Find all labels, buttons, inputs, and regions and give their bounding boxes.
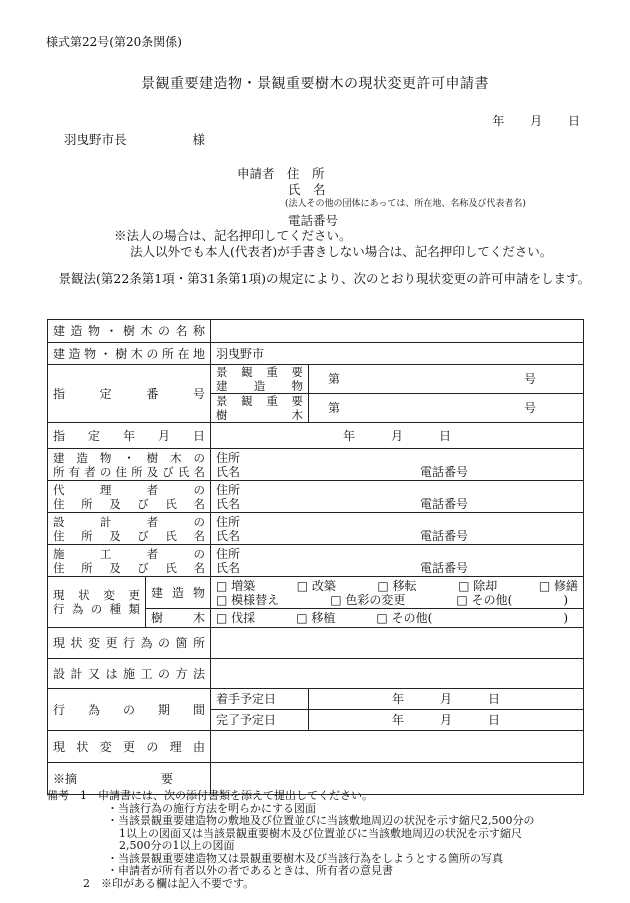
place-label: 現状変更行為の箇所 [48, 628, 211, 659]
desig-bldg-go: 号 [524, 372, 537, 386]
row-location [48, 343, 584, 365]
row-period-start [48, 689, 584, 710]
builder-label-line2: 住所及び氏名 [53, 560, 206, 575]
row-desig-date [48, 423, 584, 449]
desig-tree-label [211, 394, 309, 423]
builder-tel-label: 電話番号 [420, 560, 469, 575]
place-field[interactable] [211, 628, 584, 659]
owner-field[interactable] [211, 449, 584, 481]
remarks-line-5: ・当該景観重要建造物又は景観重要樹木及び当該行為をしようとする箇所の写真 [107, 851, 503, 865]
location-label: 建造物・樹木の所在地 [48, 343, 211, 365]
desig-tree-dai: 第 [328, 401, 341, 415]
builder-field[interactable] [211, 545, 584, 577]
checkbox-transplant[interactable]: □ 移植 [296, 611, 336, 625]
applicant-tel-label: 電話番号 [288, 213, 339, 228]
remarks-line-2: ・当該景観重要建造物の敷地及び位置並びに当該敷地周辺の状況を示す縮尺2,500分の [107, 814, 535, 827]
application-table [47, 319, 584, 795]
checkbox-relocation[interactable]: □ 移転 [377, 578, 417, 593]
start-date-ymd: 年 月 日 [392, 692, 501, 706]
checkbox-extension[interactable]: □ 増築 [216, 578, 256, 593]
name-label: 建造物・樹木の名称 [48, 320, 211, 343]
remarks [47, 790, 535, 890]
checkbox-rebuild[interactable]: □ 改築 [296, 578, 336, 593]
designer-label [48, 513, 211, 545]
builder-label [48, 545, 211, 577]
builder-label-line1: 施工者の [53, 546, 206, 561]
checkbox-remodel[interactable]: □ 模様替え [216, 592, 280, 607]
desig-tree-field[interactable] [309, 394, 584, 423]
kind-tree-options [211, 609, 584, 628]
kind-label-line2: 行為の種類 [53, 602, 140, 616]
kind-bldg-label: 建造物 [146, 577, 211, 609]
builder-addr-label: 住所 [216, 546, 241, 561]
row-desig-bldg [48, 365, 584, 394]
agent-field[interactable] [211, 481, 584, 513]
designer-label-line2: 住所及び氏名 [53, 528, 206, 543]
row-name [48, 320, 584, 343]
seal-note-corp: ※法人の場合は、記名押印してください。 [114, 228, 352, 243]
seal-note-individual: 法人以外でも本人(代表者)が手書きしない場合は、記名押印してください。 [130, 244, 553, 259]
summary-label: ※摘 要 [48, 763, 211, 795]
tree-other-close: ) [563, 611, 568, 625]
owner-tel-label: 電話番号 [420, 464, 469, 479]
designation-date-ymd: 年 月 日 [343, 428, 452, 443]
kind-label [48, 577, 146, 628]
desig-bldg-line2: 建造物 [216, 379, 304, 393]
agent-label-line2: 住所及び氏名 [53, 496, 206, 511]
designer-name-label: 氏名 [216, 528, 241, 543]
agent-addr-label: 住所 [216, 482, 241, 497]
remarks-line-3: 1以上の図面又は当該景観重要樹木及び位置並びに当該敷地周辺の状況を示す縮尺 [119, 826, 522, 840]
agent-tel-label: 電話番号 [420, 496, 469, 511]
row-designer [48, 513, 584, 545]
agent-label [48, 481, 211, 513]
owner-label-line1: 建造物・樹木の [53, 450, 206, 465]
desig-tree-line1: 景観重要 [216, 394, 304, 408]
designer-tel-label: 電話番号 [420, 528, 469, 543]
start-date-field[interactable] [309, 689, 584, 710]
reason-label: 現状変更の理由 [48, 731, 211, 763]
method-label: 設計又は施工の方法 [48, 659, 211, 689]
reason-field[interactable] [211, 731, 584, 763]
applicant-address-label: 申請者 住 所 [237, 166, 325, 181]
row-method [48, 659, 584, 689]
row-kind-bldg [48, 577, 584, 609]
desig-bldg-line1: 景観重要 [216, 365, 304, 379]
kind-bldg-options [211, 577, 584, 609]
row-reason [48, 731, 584, 763]
designation-date-label: 指 定 年 月 日 [48, 423, 211, 449]
owner-name-label: 氏名 [216, 464, 241, 479]
desig-tree-go: 号 [524, 401, 537, 415]
end-date-field[interactable] [309, 710, 584, 731]
kind-tree-label: 樹木 [146, 609, 211, 628]
checkbox-repair[interactable]: □ 修繕 [538, 578, 578, 593]
checkbox-color-change[interactable]: □ 色彩の変更 [330, 592, 406, 607]
owner-label-line2: 所有者の住所及び氏名 [53, 464, 206, 479]
checkbox-removal[interactable]: □ 除却 [458, 578, 498, 593]
page-title: 景観重要建造物・景観重要樹木の現状変更許可申請書 [141, 76, 489, 92]
desig-tree-line2: 樹木 [216, 408, 304, 422]
applicant-corp-note: (法人その他の団体にあっては、所在地、名称及び代表者名) [285, 199, 526, 209]
location-field[interactable] [211, 343, 584, 365]
designation-date-field[interactable] [211, 423, 584, 449]
row-builder [48, 545, 584, 577]
designation-label: 指 定 番 号 [48, 365, 211, 423]
checkbox-bldg-other[interactable]: □ その他( [456, 592, 513, 607]
name-field[interactable] [211, 320, 584, 343]
period-label: 行為の期間 [48, 689, 211, 731]
intro-paragraph: 景観法(第22条第1項・第31条第1項)の規定により、次のとおり現状変更の許可申請をします。 [58, 271, 590, 286]
method-field[interactable] [211, 659, 584, 689]
agent-label-line1: 代理者の [53, 482, 206, 497]
addressee [64, 130, 205, 148]
owner-label [48, 449, 211, 481]
end-date-ymd: 年 月 日 [392, 713, 501, 727]
designer-field[interactable] [211, 513, 584, 545]
remarks-line-1: ・当該行為の施行方法を明らかにする図面 [107, 801, 316, 815]
builder-name-label: 氏名 [216, 560, 241, 575]
desig-bldg-label [211, 365, 309, 394]
agent-name-label: 氏名 [216, 496, 241, 511]
end-label: 完了予定日 [211, 710, 309, 731]
row-place [48, 628, 584, 659]
desig-bldg-field[interactable] [309, 365, 584, 394]
start-label: 着手予定日 [211, 689, 309, 710]
designer-addr-label: 住所 [216, 514, 241, 529]
remarks-item-2: 2 ※印がある欄は記入不要です。 [83, 876, 255, 890]
location-value: 羽曳野市 [216, 346, 265, 361]
row-agent [48, 481, 584, 513]
desig-bldg-dai: 第 [328, 372, 341, 386]
remarks-line-4: 2,500分の1以上の図面 [119, 839, 235, 852]
form-code: 様式第22号(第20条関係) [46, 35, 182, 49]
designer-label-line1: 設計者の [53, 514, 206, 529]
addressee-suffix: 様 [192, 132, 206, 147]
checkbox-tree-other[interactable]: □ その他( [376, 611, 433, 625]
bldg-other-close: ) [563, 592, 568, 607]
row-owner [48, 449, 584, 481]
applicant-name-label: 氏 名 [288, 182, 326, 197]
application-date: 年 月 日 [492, 114, 580, 128]
remarks-head: 備考 1 申請書には、次の添付書類を添えて提出してください。 [47, 789, 373, 802]
remarks-line-6: ・申請者が所有者以外の者であるときは、所有者の意見書 [107, 864, 393, 877]
checkbox-felling[interactable]: □ 伐採 [216, 611, 256, 625]
kind-label-line1: 現状変更 [53, 588, 140, 602]
owner-addr-label: 住所 [216, 450, 241, 465]
addressee-name: 羽曳野市長 [64, 132, 127, 147]
